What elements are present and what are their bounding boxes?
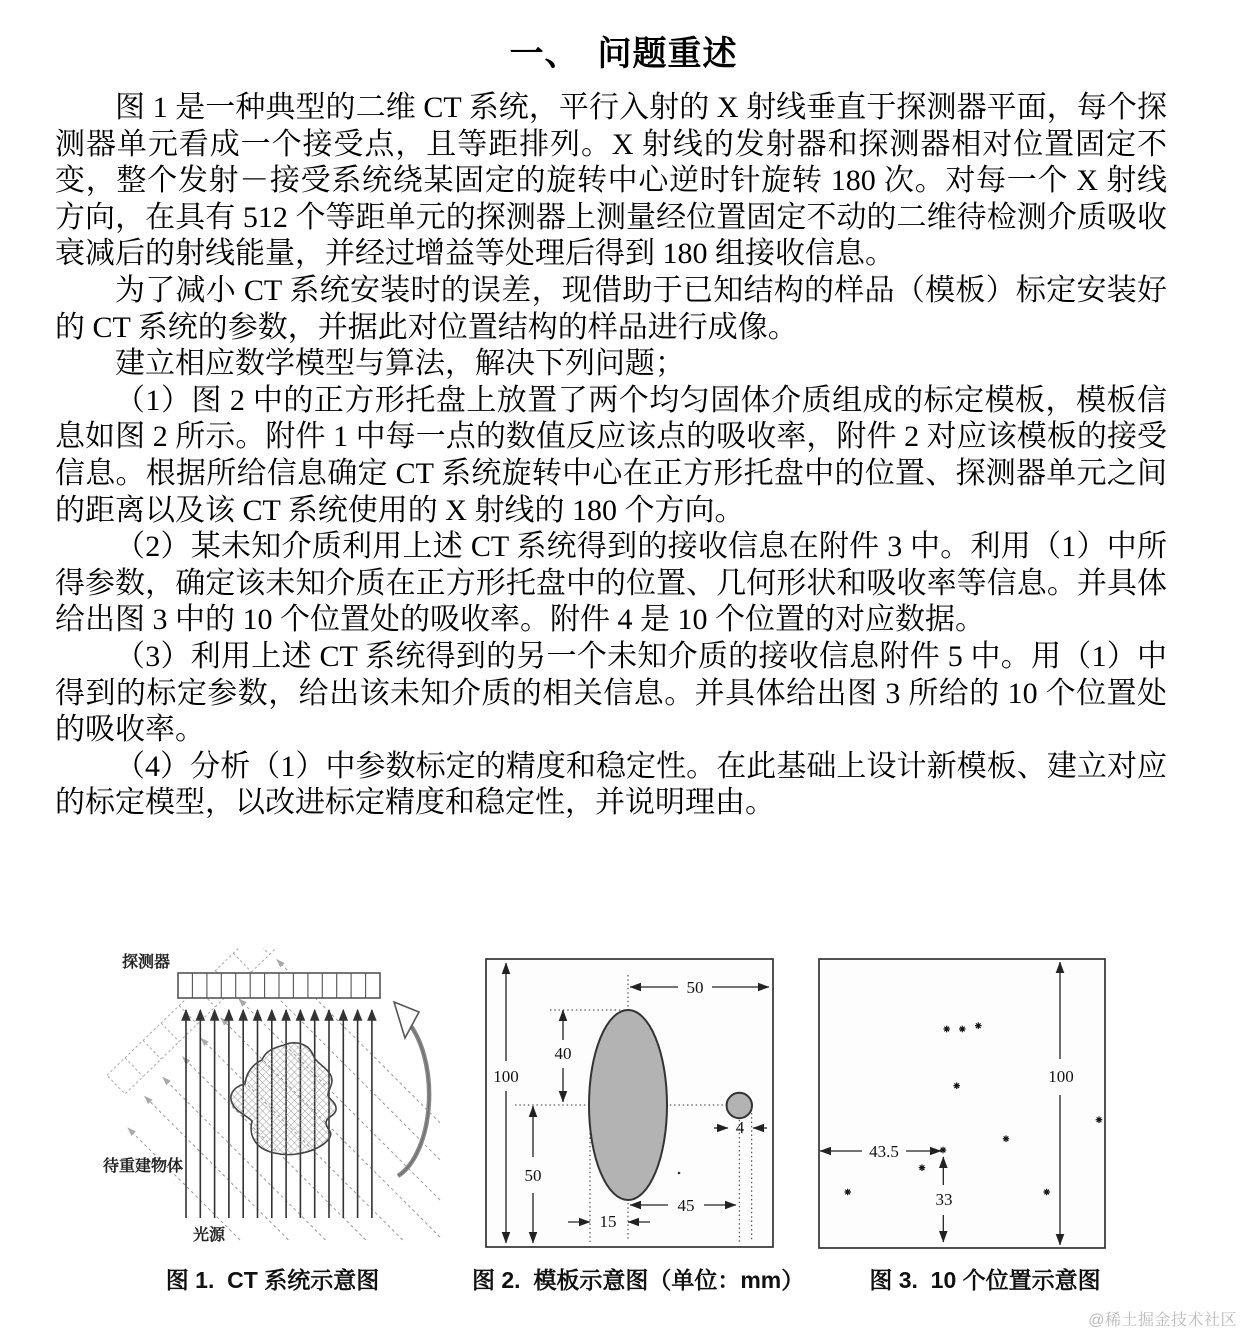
problem-statement: [55, 90, 1167, 822]
detector-array: [178, 973, 380, 998]
paragraph-q2: （2）某未知介质利用上述 CT 系统得到的接收信息在附件 3 中。利用（1）中所得参数，确定该未知介质在正方形托盘中的位置、几何形状和吸收率等信息。并具体给出图 3 中的 10 个位置处的吸收率。附件 4 是 10 个位置的对应数据。: [55, 530, 1167, 637]
ct-system-svg: [100, 948, 445, 1250]
paragraph-1: 图 1 是一种典型的二维 CT 系统，平行入射的 X 射线垂直于探测器平面，每个探测器单元看成一个接受点，且等距排列。X 射线的发射器和探测器相对位置固定不变，整个发射－接受系统绕某固定的旋转中心逆时针旋转 180 次。对每一个 X 射线方向，在具有 512 个等距单元的探测器上测量经位置固定不动的二维待检测介质吸收衰减后的射线能量，并经过增益等处理后得到 180 组接收信息。: [55, 91, 1167, 271]
dim-label-4: 4: [735, 1118, 745, 1137]
figure-1-ct-system-diagram: [100, 948, 445, 1250]
dim-label-50-top: 50: [686, 978, 704, 997]
figure-3-positions-diagram: [810, 935, 1110, 1250]
positions-svg: [810, 935, 1110, 1250]
figure-2-caption: 图 2. 模板示意图（单位：mm）: [472, 1267, 805, 1293]
object-blob: [231, 1043, 336, 1155]
watermark: @稀土掘金技术社区: [1088, 1312, 1237, 1329]
small-circle: [727, 1093, 752, 1118]
dim-label-100: 100: [493, 1067, 519, 1086]
tray-border: [819, 959, 1105, 1248]
center-dot: [678, 1172, 681, 1175]
dim-label-50-bottom: 50: [524, 1166, 542, 1185]
dim-label-33: 33: [935, 1190, 953, 1209]
paragraph-q1: （1）图 2 中的正方形托盘上放置了两个均匀固体介质组成的标定模板，模板信息如图 2 所示。附件 1 中每一点的数值反应该点的吸收率，附件 2 对应该模板的接受信息。根据所给信息确定 CT 系统旋转中心在正方形托盘中的位置、探测器单元之间的距离以及该 CT 系统使用的 X 射线的 180 个方向。: [55, 383, 1167, 527]
template-svg: [480, 935, 780, 1250]
figure-3-caption: 图 3. 10 个位置示意图: [869, 1267, 1101, 1293]
dim-label-40: 40: [554, 1044, 572, 1063]
dim-label-100: 100: [1048, 1067, 1074, 1086]
detector-label: 探测器: [122, 954, 171, 971]
large-ellipse: [589, 1010, 667, 1200]
page-title: 一、 问题重述: [509, 36, 738, 73]
dim-label-43-5: 43.5: [869, 1142, 899, 1161]
paragraph-q4: （4）分析（1）中参数标定的精度和稳定性。在此基础上设计新模板、建立对应的标定模型，以改进标定精度和稳定性，并说明理由。: [55, 749, 1167, 820]
rotation-arrow: [394, 1002, 429, 1176]
dim-label-45: 45: [677, 1196, 695, 1215]
object-label: 待重建物体: [103, 1158, 184, 1175]
dim-label-15: 15: [599, 1212, 617, 1231]
paragraph-2: 为了减小 CT 系统安装时的误差，现借助于已知结构的样品（模板）标定安装好的 CT 系统的参数，并据此对位置结构的样品进行成像。: [55, 273, 1167, 344]
paragraph-q3: （3）利用上述 CT 系统得到的另一个未知介质的接收信息附件 5 中。用（1）中得到的标定参数，给出该未知介质的相关信息。并具体给出图 3 所给的 10 个位置处的吸收率。: [55, 639, 1167, 747]
source-label: 光源: [193, 1227, 226, 1244]
paragraph-3: 建立相应数学模型与算法，解决下列问题；: [115, 347, 685, 381]
figure-1-caption: 图 1. CT 系统示意图: [165, 1267, 380, 1293]
figure-2-template-diagram: [480, 935, 780, 1250]
